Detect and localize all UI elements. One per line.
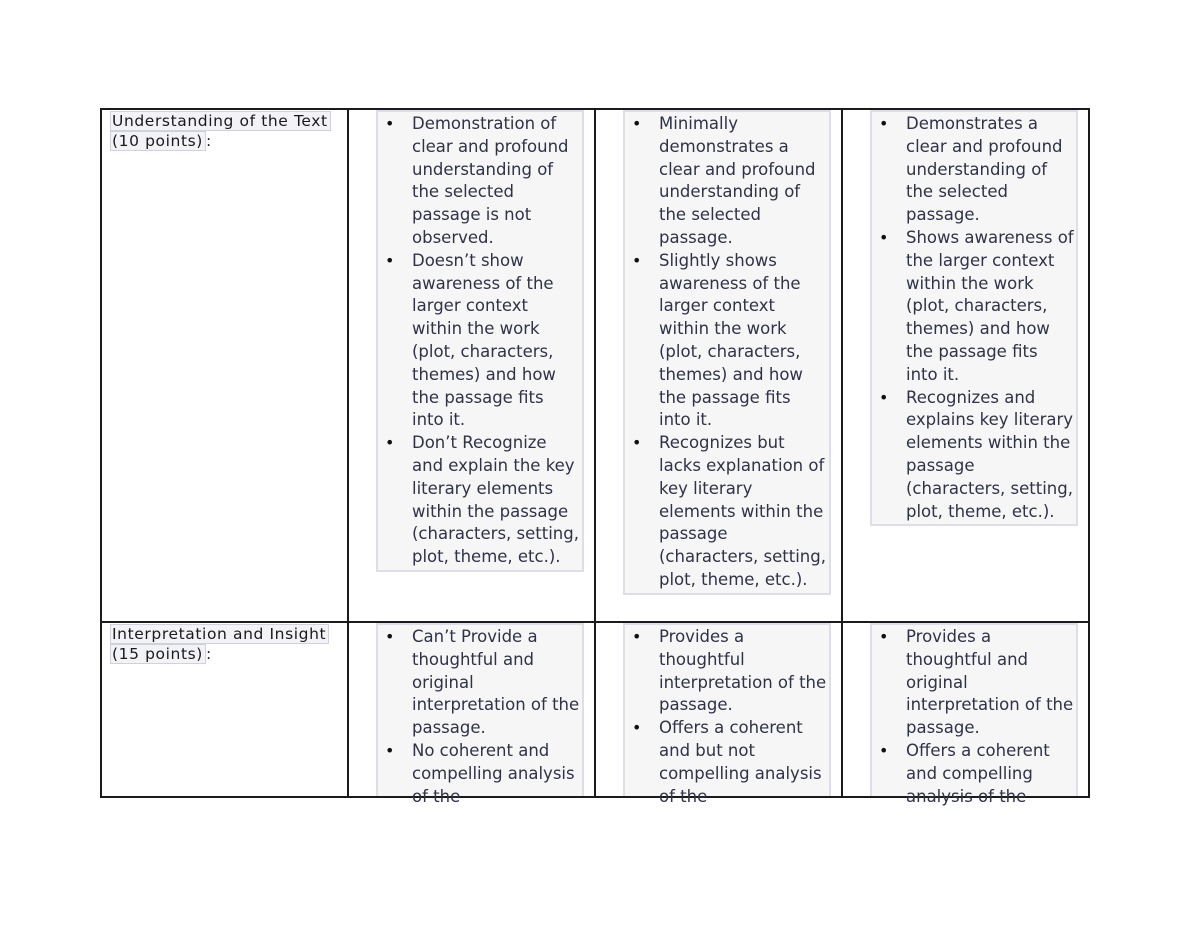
bullet-list (625, 626, 829, 808)
list-item: • Doesn’t show awareness of the larger context within the work (plot, characters, themes) and how the passage fits into it. (385, 250, 556, 430)
level-cell-3 (842, 109, 1089, 622)
level-box (623, 623, 831, 806)
criterion-label: Understanding of the Text (10 points) : (110, 111, 347, 151)
bullet-icon: • (879, 627, 889, 646)
list-item: • Minimally demonstrates a clear and profound understanding of the selected passage. (632, 114, 816, 247)
bullet-icon: • (632, 433, 642, 453)
bullet-icon: • (632, 627, 642, 646)
level-box (376, 110, 584, 572)
bullet-icon: • (879, 740, 889, 760)
criterion-text: Interpretation and Insight (15 points) (110, 624, 329, 664)
bullet-icon: • (879, 114, 889, 133)
level-box (870, 110, 1078, 526)
list-item: • Provides a thoughtful and original interpretation of the passage. (879, 627, 1074, 738)
rubric-row-interpretation (101, 622, 1089, 797)
list-item: • Can’t Provide a thoughtful and original interpretation of the passage. (385, 627, 580, 738)
bullet-icon: • (879, 387, 889, 407)
level-cell-2 (595, 622, 842, 806)
bullet-icon: • (632, 114, 642, 133)
list-item: • Shows awareness of the larger context within the work (plot, characters, themes) and how the passage fits into it. (879, 227, 1074, 384)
bullet-list (872, 626, 1076, 808)
bullet-icon: • (385, 114, 395, 133)
bullet-icon: • (385, 433, 395, 453)
bullet-icon: • (632, 718, 642, 738)
bullet-list (872, 113, 1076, 523)
rubric-table (100, 108, 1090, 806)
bullet-list (378, 113, 582, 569)
list-item: • Provides a thoughtful interpretation of the passage. (632, 627, 827, 715)
bullet-icon: • (879, 227, 889, 247)
list-item: • Offers a coherent and but not compelling analysis of the (632, 718, 822, 806)
bullet-list (378, 626, 582, 808)
criterion-label: Interpretation and Insight (15 points) : (110, 624, 347, 664)
level-box (870, 623, 1078, 806)
level-cell-1 (348, 622, 595, 806)
bullet-icon: • (385, 250, 395, 270)
list-item: • Recognizes but lacks explanation of key literary elements within the passage (characters, setting, plot, theme, etc.). (632, 433, 826, 589)
level-box (376, 623, 584, 806)
bullet-icon: • (385, 740, 395, 760)
level-box (623, 110, 831, 595)
bullet-icon: • (632, 250, 642, 270)
list-item: • Slightly shows awareness of the larger context within the work (plot, characters, themes) and how the passage fits into it. (632, 250, 803, 430)
criterion-text: Understanding of the Text (10 points) (110, 111, 331, 151)
bullet-icon: • (385, 627, 395, 646)
criterion-cell (101, 622, 348, 797)
list-item: • Offers a coherent and compelling analysis of the (879, 740, 1050, 806)
list-item: • Recognizes and explains key literary elements within the passage (characters, setting, plot, theme, etc.). (879, 387, 1074, 521)
level-cell-1 (348, 109, 595, 622)
level-cell-2 (595, 109, 842, 622)
criterion-cell (101, 109, 348, 622)
level-cell-3 (842, 622, 1089, 806)
list-item: • Demonstrates a clear and profound understanding of the selected passage. (879, 114, 1063, 225)
list-item: • No coherent and compelling analysis of the (385, 740, 575, 806)
list-item: • Don’t Recognize and explain the key literary elements within the passage (characters, setting, plot, theme, etc.). (385, 433, 579, 567)
bullet-list (625, 113, 829, 592)
list-item: • Demonstration of clear and profound understanding of the selected passage is not observed. (385, 114, 569, 247)
rubric-row-understanding (101, 109, 1089, 622)
